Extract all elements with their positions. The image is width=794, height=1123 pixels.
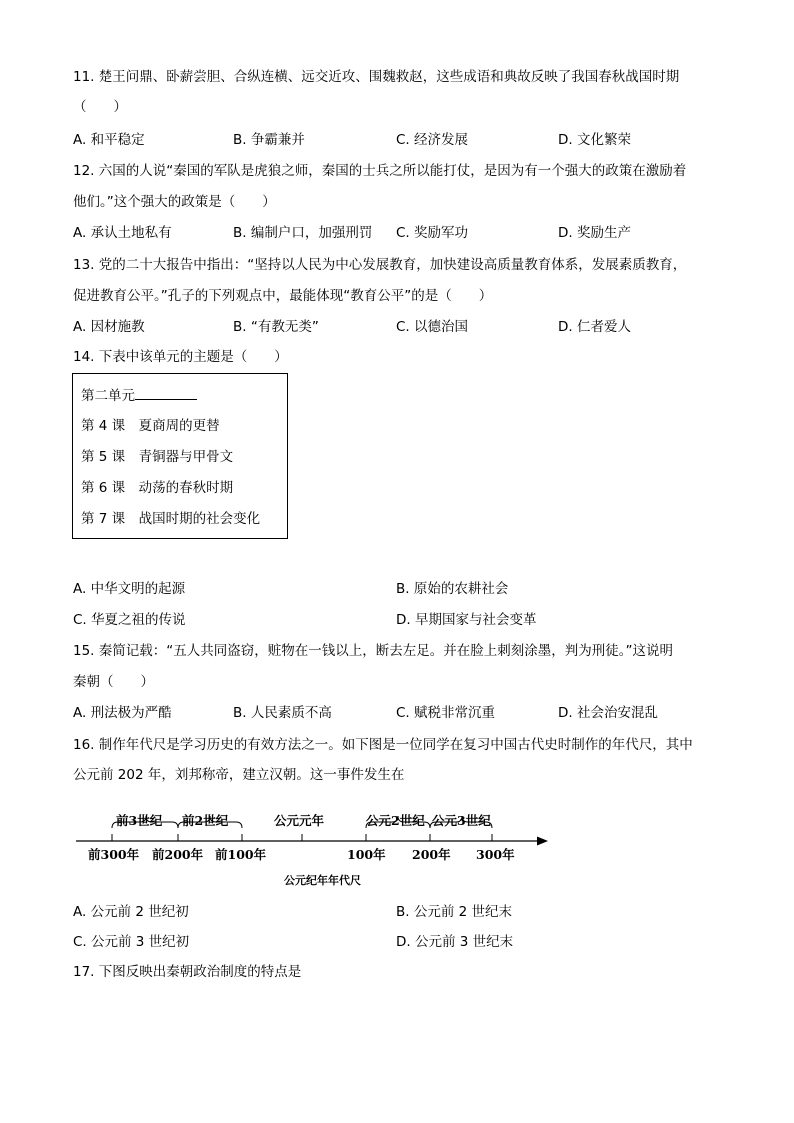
q15-stem-line2: 秦朝（ ） [73,674,154,690]
unit-table [72,373,288,539]
q14-stem: 14. 下表中该单元的主题是（ ） [73,349,288,365]
q15-option-c[interactable]: C. 赋税非常沉重 [396,705,496,721]
q12-option-b[interactable]: B. 编制户口，加强刑罚 [233,225,373,241]
q13-stem-line2: 促进教育公平。”孔子的下列观点中，最能体现“教育公平”的是（ ） [73,288,493,304]
century-label: 前3世纪 [116,813,163,828]
q13-option-b[interactable]: B. “有教无类” [233,319,319,335]
q11-option-c[interactable]: C. 经济发展 [396,132,469,148]
q14-option-b[interactable]: B. 原始的农耕社会 [396,581,509,597]
q11-option-d[interactable]: D. 文化繁荣 [558,132,631,148]
century-label: 公元元年 [274,813,325,828]
tick-label: 100年 [347,847,386,862]
q11-option-b[interactable]: B. 争霸兼并 [233,132,305,148]
unit-lesson: 第 6 课 动荡的春秋时期 [81,480,234,496]
q13-option-a[interactable]: A. 因材施教 [73,319,145,335]
timeline-caption: 公元纪年年代尺 [284,874,361,887]
q13-option-d[interactable]: D. 仁者爱人 [558,319,631,335]
century-label: 公元3世纪 [432,813,491,828]
q12-option-a[interactable]: A. 承认土地私有 [73,225,172,241]
q15-option-b[interactable]: B. 人民素质不高 [233,705,332,721]
q13-stem-line1: 13. 党的二十大报告中指出：“坚持以人民为中心发展教育，加快建设高质量教育体系，发展素质教育， [73,257,687,273]
q16-option-b[interactable]: B. 公元前 2 世纪末 [396,904,513,920]
tick-label: 200年 [412,847,451,862]
q16-stem-line2: 公元前 202 年，刘邦称帝，建立汉朝。这一事件发生在 [73,767,405,783]
q11-paren: （ ） [73,99,127,115]
century-label: 前2世纪 [182,813,229,828]
q12-stem-line2: 他们。”这个强大的政策是（ ） [73,194,276,210]
tick-label: 300年 [476,847,515,862]
q15-option-d[interactable]: D. 社会治安混乱 [558,705,658,721]
century-label: 公元2世纪 [366,813,425,828]
q11-stem: 11. 楚王问鼎、卧薪尝胆、合纵连横、远交近攻、围魏救赵，这些成语和典故反映了我国春秋战国时期 [73,69,680,85]
q14-option-a[interactable]: A. 中华文明的起源 [73,581,186,597]
q15-stem-line1: 15. 秦简记载：“五人共同盗窃，赃物在一钱以上，断去左足。并在脸上刺刻涂墨，判为刑徒。”这说明 [73,643,673,659]
timeline-figure [0,800,794,900]
unit-title-row [81,386,197,405]
q13-option-c[interactable]: C. 以德治国 [396,319,469,335]
q12-option-c[interactable]: C. 奖励军功 [396,225,469,241]
timeline-arrow [537,837,548,846]
q17-stem: 17. 下图反映出秦朝政治制度的特点是 [73,964,302,980]
unit-title: 第二单元 [81,388,135,404]
q11-option-a[interactable]: A. 和平稳定 [73,132,145,148]
q14-option-d[interactable]: D. 早期国家与社会变革 [396,612,537,628]
q16-stem-line1: 16. 制作年代尺是学习历史的有效方法之一。如下图是一位同学在复习中国古代史时制作的年代尺，其中 [73,737,693,753]
tick-label: 前200年 [152,847,204,862]
unit-lesson: 第 7 课 战国时期的社会变化 [81,511,261,527]
unit-lesson: 第 5 课 青铜器与甲骨文 [81,449,234,465]
tick-label: 前300年 [88,847,140,862]
unit-lesson: 第 4 课 夏商周的更替 [81,418,220,434]
q16-option-d[interactable]: D. 公元前 3 世纪末 [396,934,514,950]
tick-label: 前100年 [215,847,267,862]
q12-option-d[interactable]: D. 奖励生产 [558,225,631,241]
unit-title-blank [135,386,197,400]
q16-option-a[interactable]: A. 公元前 2 世纪初 [73,904,189,920]
q16-option-c[interactable]: C. 公元前 3 世纪初 [73,934,190,950]
q15-option-a[interactable]: A. 刑法极为严酷 [73,705,172,721]
q14-option-c[interactable]: C. 华夏之祖的传说 [73,612,186,628]
q12-stem-line1: 12. 六国的人说“秦国的军队是虎狼之师，秦国的士兵之所以能打仗，是因为有一个强大的政策在激励着 [73,163,687,179]
